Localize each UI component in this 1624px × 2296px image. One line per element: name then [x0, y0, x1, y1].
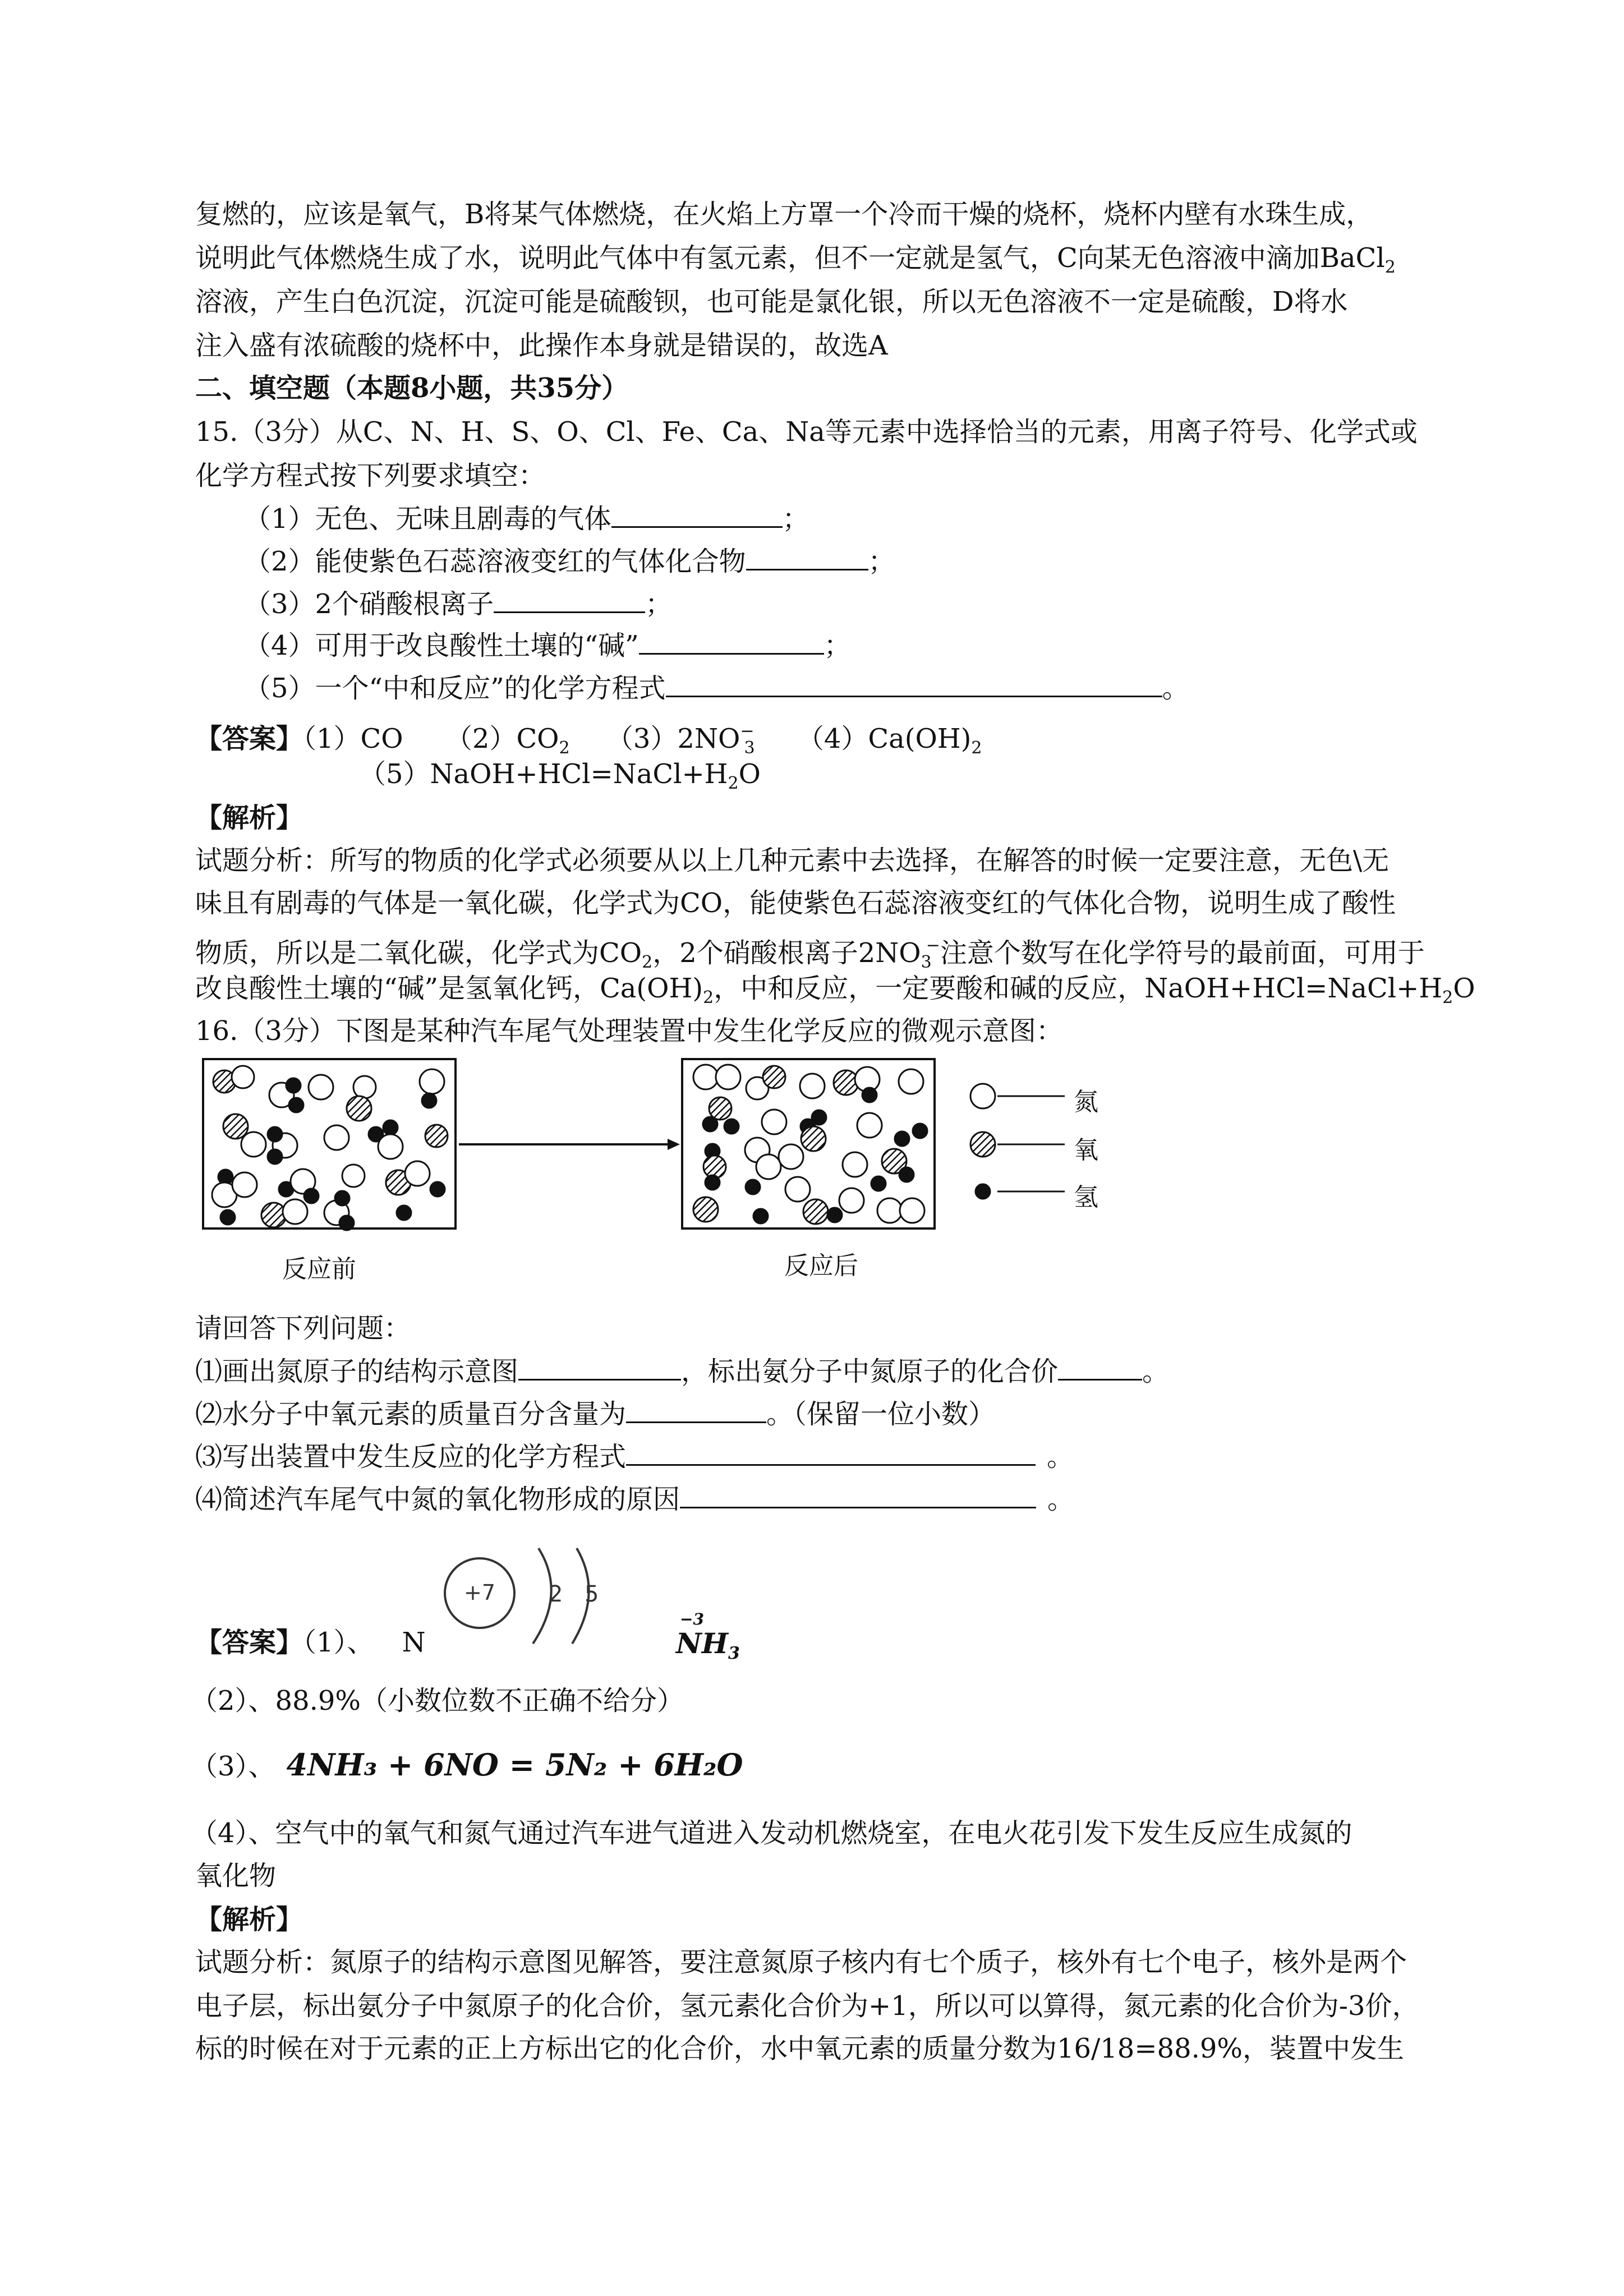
text-line: 溶液，产生白色沉淀，沉淀可能是硫酸钡，也可能是氯化银，所以无色溶液不一定是硫酸，D将水 [195, 286, 1348, 318]
q16-sub-2: ⑵水分子中氧元素的质量百分含量为 。（保留一位小数） [195, 1397, 995, 1431]
legend-label: 氮 [1074, 1088, 1098, 1116]
answer-blank[interactable] [518, 1354, 681, 1381]
legend-label: 氧 [1074, 1136, 1098, 1165]
legend-nitrogen-marker [970, 1084, 995, 1108]
q15-answer: 【答案】（1）CO $(2)CO_2$ $(3)2NO^-_3$ $(4)Ca(OH)_2$ [195, 721, 982, 758]
after-molecules [693, 1065, 927, 1224]
q15-stem: 15.（3分）从C、N、H、S、O、Cl、Fe、Ca、Na等元素中选择恰当的元素，用离子符号、化学式或 [195, 416, 1418, 448]
analysis-text: 改良酸性土壤的“碱”是氢氧化钙，$Ca(OH)_2$，中和反应，一定要酸和碱的反应，$NaOH+HCl=NaCl+H_2O$ [195, 973, 1475, 1007]
answer-blank[interactable] [639, 628, 824, 655]
q16-sub-4: ⑷简述汽车尾气中氮的氧化物形成的原因 。 [195, 1482, 1074, 1516]
analysis-text: 电子层，标出氨分子中氮原子的化合价，氢元素化合价为+1，所以可以算得，氮元素的化合价为-3价， [195, 1990, 1419, 2022]
text-line: 注入盛有浓硫酸的烧杯中，此操作本身就是错误的，故选A [195, 330, 888, 361]
shell-1-count: 2 [549, 1581, 563, 1607]
answer-blank[interactable] [1058, 1354, 1142, 1381]
reaction-diagram [191, 1055, 1144, 1279]
q15-item-2: （2）能使紫色石蕊溶液变红的气体化合物 ； [244, 544, 895, 578]
analysis-text: 试题分析：氮原子的结构示意图见解答，要注意氮原子核内有七个质子，核外有七个电子，核外是两个 [195, 1947, 1407, 1978]
answer-blank[interactable] [666, 671, 1162, 697]
nitrogen-atom-structure [432, 1543, 623, 1655]
valence-mark: −3 [680, 1610, 704, 1628]
analysis-tag: 【解析】 [195, 802, 303, 834]
q16-answer-3: （3）、 4NH₃ + 6NO = 5N₂ + 6H₂O [191, 1747, 743, 1783]
q16-stem: 16.（3分）下图是某种汽车尾气处理装置中发生化学反应的微观示意图： [195, 1015, 1063, 1047]
text-line: 复燃的，应该是氧气，B将某气体燃烧，在火焰上方罩一个冷而干燥的烧杯，烧杯内壁有水珠生成， [195, 199, 1373, 230]
q16-answer-2: （2）、88.9%（小数位数不正确不给分） [191, 1685, 684, 1717]
legend [970, 1084, 1065, 1199]
shell-2-count: 5 [585, 1581, 599, 1607]
ammonia-formula: $NH_3$ [676, 1627, 740, 1663]
answer-blank[interactable] [626, 1397, 766, 1423]
legend-hydrogen-marker [976, 1184, 990, 1199]
nucleus-charge: +7 [463, 1580, 496, 1605]
q16-sub-3: ⑶写出装置中发生反应的化学方程式 。 [195, 1439, 1074, 1474]
answer-blank[interactable] [746, 544, 868, 570]
answer-blank[interactable] [626, 1439, 1036, 1466]
q15-item-4: （4）可用于改良酸性土壤的“碱” ； [244, 628, 851, 662]
q15-answer-5: $(5)NaOH+HCl=NaCl+H_2O$ [359, 758, 761, 793]
answer-blank[interactable] [680, 1482, 1036, 1508]
q15-item-3: （3）2个硝酸根离子 ； [244, 587, 672, 621]
analysis-text: 试题分析：所写的物质的化学式必须要从以上几种元素中去选择，在解答的时候一定要注意，无色\无 [195, 845, 1390, 876]
after-label: 反应后 [784, 1251, 858, 1280]
analysis-text: 物质，所以是二氧化碳，化学式为$CO_2$，2个硝酸根离子$2NO_3^-$注意个数写在化学符号的最前面，可用于 [195, 936, 1425, 972]
q16-answer-4: 氧化物 [195, 1860, 277, 1892]
analysis-text: 味且有剧毒的气体是一氧化碳，化学式为CO，能使紫色石蕊溶液变红的气体化合物，说明生成了酸性 [195, 887, 1396, 919]
answer-blank[interactable] [494, 587, 645, 613]
q16-prompt: 请回答下列问题： [195, 1313, 411, 1344]
q16-answer-1: 【答案】（1）、 N [195, 1627, 426, 1658]
q16-answer-4: （4）、空气中的氧气和氮气通过汽车进气道进入发动机燃烧室，在电火花引发下发生反应生成氮的 [191, 1818, 1352, 1849]
legend-oxygen-marker [970, 1132, 995, 1157]
section-title: 二、填空题（本题8小题，共35分） [195, 372, 629, 404]
before-molecules [212, 1066, 448, 1230]
q15-item-5: （5）一个“中和反应”的化学方程式 。 [244, 671, 1189, 705]
q16-sub-1: ⑴画出氮原子的结构示意图 ，标出氨分子中氮原子的化合价 。 [195, 1354, 1169, 1388]
q15-stem: 化学方程式按下列要求填空： [195, 460, 546, 491]
before-label: 反应前 [282, 1255, 356, 1283]
text-line: 说明此气体燃烧生成了水，说明此气体中有氢元素，但不一定就是氢气，C向某无色溶液中滴加BaCl$_2$ [195, 242, 1396, 277]
analysis-text: 标的时候在对于元素的正上方标出它的化合价，水中氧元素的质量分数为16/18=88.9%，装置中发生 [195, 2033, 1405, 2064]
answer-blank[interactable] [611, 501, 783, 528]
q15-item-1: （1）无色、无味且剧毒的气体 ； [244, 501, 809, 536]
legend-label: 氢 [1074, 1183, 1098, 1212]
analysis-tag: 【解析】 [195, 1904, 303, 1935]
